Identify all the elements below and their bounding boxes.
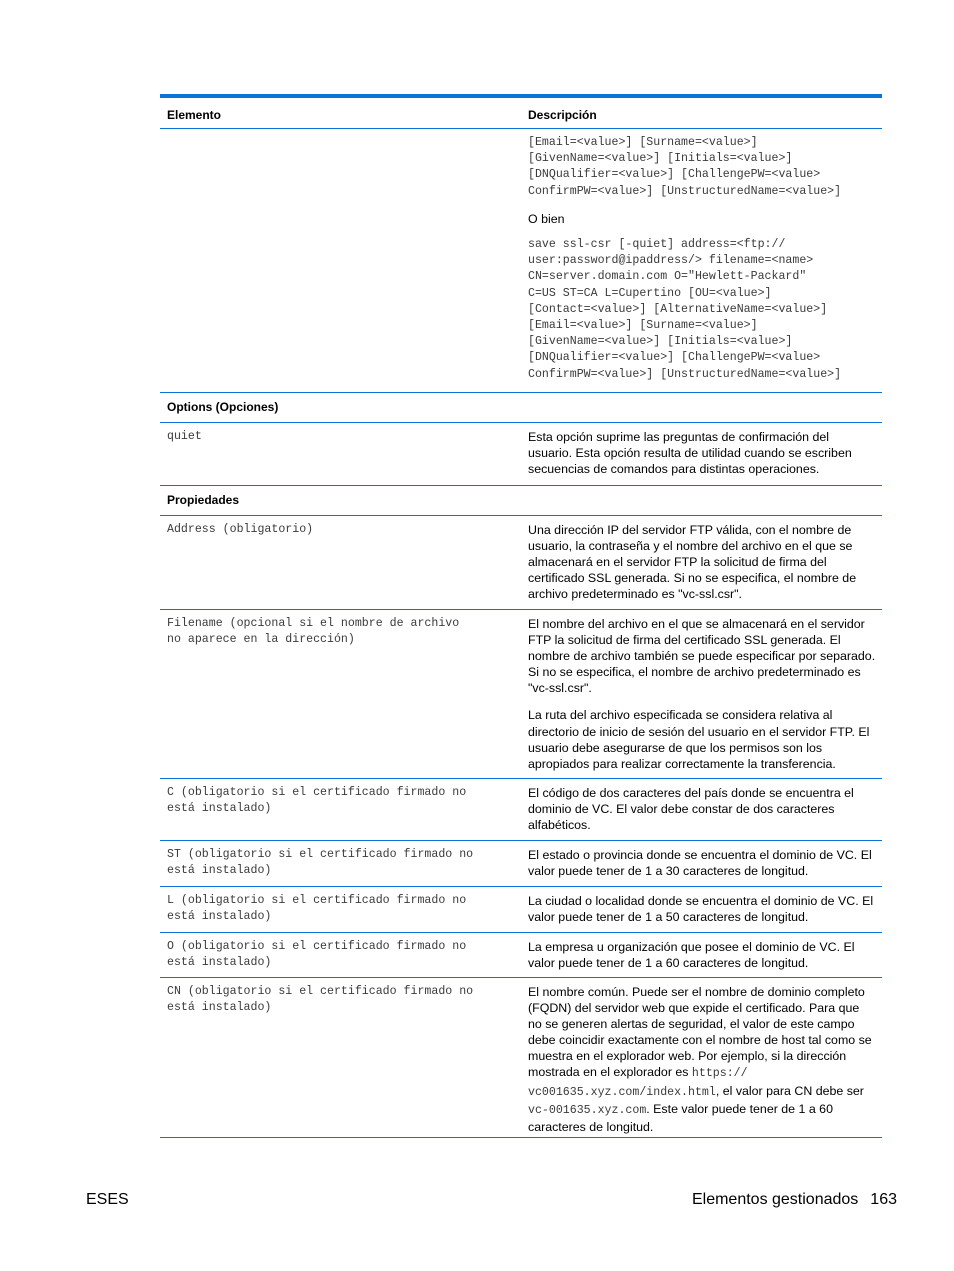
- property-description: La empresa u organización que posee el dominio de VC. El valor puede tener de 1 a 60 caracteres de longitud.: [528, 940, 855, 971]
- footer-locale: ESES: [86, 1191, 129, 1208]
- property-description: Una dirección IP del servidor FTP válida, con el nombre de usuario, la contraseña y el nombre del archivo en el que se almacenará en el servidor FTP la solicitud de firma del certificado SSL generada. Si no se especifica, el nombre de archivo predeterminado es "vc-ssl.csr".: [528, 523, 857, 602]
- footer-section: Elementos gestionados 163: [691, 1191, 897, 1208]
- table-row-st: [160, 841, 882, 887]
- property-description: El nombre común. Puede ser el nombre de dominio completo (FQDN) del servidor web que expide el certificado. Para que no se generen alertas de seguridad, el valor de este campo debe coincidir exactamente con el nombre de host tal como se muestra en el explorador web. Por ejemplo, si la dirección mostrada en el explorador es https:// vc001635.xyz.com/index.html, el valor para CN debe ser vc-001635.xyz.com. Este valor puede tener de 1 a 60 caracteres de longitud.: [528, 985, 872, 1134]
- property-description-note: La ruta del archivo especificada se considera relativa al directorio de inicio de sesión del usuario en el servidor FTP. El usuario debe asegurarse de que los permisos son los apropiados para realizar correctamente la transferencia.: [528, 708, 870, 771]
- property-description: El estado o provincia donde se encuentra el dominio de VC. El valor puede tener de 1 a 30 caracteres de longitud.: [528, 848, 872, 879]
- property-description: El código de dos caracteres del país donde se encuentra el dominio de VC. El valor debe constar de dos caracteres alfabéticos.: [528, 786, 854, 833]
- header-element: Elemento: [167, 108, 222, 122]
- table-row-cn: [160, 978, 882, 1138]
- or-text: O bien: [528, 211, 565, 226]
- property-name: L (obligatorio si el certificado firmado no está instalado): [167, 894, 467, 924]
- property-description: La ciudad o localidad donde se encuentra el dominio de VC. El valor puede tener de 1 a 50 caracteres de longitud.: [528, 894, 874, 925]
- property-description: El nombre del archivo en el que se almacenará en el servidor FTP la solicitud de firma del certificado SSL generada. El nombre de archivo también se puede especificar por separado. Si no se especifica, el nombre de archivo predeterminado es "vc-ssl.csr".: [528, 617, 876, 696]
- table-row-address: [160, 516, 882, 610]
- option-description: Esta opción suprime las preguntas de confirmación del usuario. Esta opción resulta de utilidad cuando se escriben secuencias de comandos para distintas operaciones.: [528, 430, 852, 477]
- table-header: [160, 98, 882, 129]
- property-name: Address (obligatorio): [167, 523, 314, 536]
- properties-table: [160, 94, 882, 1138]
- header-description: Descripción: [528, 108, 597, 122]
- page-number: 163: [870, 1191, 897, 1208]
- example-url: https:// vc001635.xyz.com/index.html: [528, 1067, 748, 1099]
- syntax-code-2: save ssl-csr [-quiet] address=<ftp:// user:password@ipaddress/> filename=<name> CN=server.domain.com O="Hewlett-Packard" C=US ST=CA L=Cupertino [OU=<value>] [Contact=<value>] [AlternativeName=<value>] [Email=<value>] [Surname=<value>] [GivenName=<value>] [Initials=<value>] [DNQualifier=<value>] [ChallengePW=<value> ConfirmPW=<value>] [UnstructuredName=<value>]: [528, 237, 842, 381]
- table-row-syntax: [160, 129, 882, 393]
- section-options: Options (Opciones): [160, 393, 882, 423]
- option-name: quiet: [167, 430, 202, 443]
- table-row-o: [160, 933, 882, 978]
- table-row-quiet: [160, 423, 882, 486]
- syntax-code-1: [Email=<value>] [Surname=<value>] [GivenName=<value>] [Initials=<value>] [DNQualifier=<value>] [ChallengePW=<value> ConfirmPW=<value>] [UnstructuredName=<value>]: [528, 136, 842, 198]
- property-name: ST (obligatorio si el certificado firmado no está instalado): [167, 848, 474, 878]
- table-row-c: [160, 779, 882, 841]
- property-name: CN (obligatorio si el certificado firmado no está instalado): [167, 985, 474, 1015]
- property-name: C (obligatorio si el certificado firmado no está instalado): [167, 786, 467, 816]
- table-row-l: [160, 887, 882, 933]
- example-host: vc-001635.xyz.com: [528, 1103, 647, 1117]
- section-properties: Propiedades: [160, 486, 882, 516]
- property-name: Filename (opcional si el nombre de archivo no aparece en la dirección): [167, 617, 460, 647]
- table-row-filename: [160, 610, 882, 779]
- property-name: O (obligatorio si el certificado firmado no está instalado): [167, 940, 467, 970]
